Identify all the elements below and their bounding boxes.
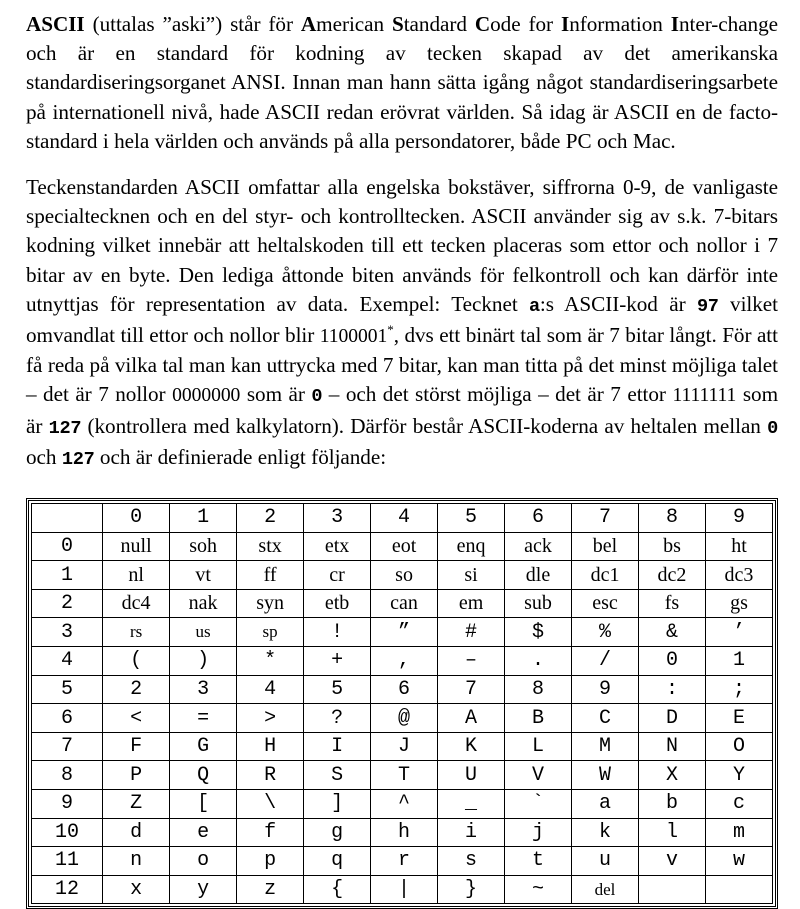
table-cell: sub (505, 589, 572, 618)
table-cell: X (639, 761, 706, 790)
table-cell: V (505, 761, 572, 790)
table-cell: bel (572, 532, 639, 561)
table-cell: w (705, 847, 772, 876)
row-header-1: 1 (32, 561, 103, 590)
word-merican: merican (316, 12, 392, 36)
paragraph-intro (26, 10, 778, 156)
word-ode-for: ode for (490, 12, 561, 36)
table-header (32, 504, 773, 533)
table-cell: v (639, 847, 706, 876)
column-header-4: 4 (371, 504, 438, 533)
table-cell: etx (304, 532, 371, 561)
encoding-text-2: :s ASCII-kod är (539, 291, 697, 316)
table-cell: q (304, 847, 371, 876)
ascii-code-table (31, 503, 773, 904)
table-cell: [ (170, 789, 237, 818)
table-cell: ; (705, 675, 772, 704)
code-127-range: 127 (61, 448, 95, 470)
table-cell: dc4 (103, 589, 170, 618)
row-header-4: 4 (32, 647, 103, 676)
encoding-text-10: och är definierade enligt följande: (94, 444, 387, 469)
initial-i-information: I (560, 12, 570, 36)
row-header-3: 3 (32, 618, 103, 647)
table-cell: ack (505, 532, 572, 561)
table-cell: 0 (639, 647, 706, 676)
table-row (32, 675, 773, 704)
table-cell: K (438, 732, 505, 761)
table-cell: ’ (705, 618, 772, 647)
code-0-min: 0 (311, 386, 323, 408)
table-cell: dle (505, 561, 572, 590)
table-cell: null (103, 532, 170, 561)
table-cell: J (371, 732, 438, 761)
table-cell: G (170, 732, 237, 761)
table-cell: p (237, 847, 304, 876)
table-row (32, 647, 773, 676)
table-corner-cell (32, 504, 103, 533)
table-cell: us (170, 618, 237, 647)
table-cell: M (572, 732, 639, 761)
table-cell: u (572, 847, 639, 876)
table-cell: C (572, 704, 639, 733)
table-cell: so (371, 561, 438, 590)
table-cell: H (237, 732, 304, 761)
table-cell: $ (505, 618, 572, 647)
table-cell: A (438, 704, 505, 733)
table-cell: b (639, 789, 706, 818)
table-cell: dc1 (572, 561, 639, 590)
table-row (32, 761, 773, 790)
table-cell: R (237, 761, 304, 790)
table-cell-empty (705, 875, 772, 904)
table-cell: gs (705, 589, 772, 618)
table-cell: o (170, 847, 237, 876)
word-tandard: tandard (403, 12, 475, 36)
table-cell: F (103, 732, 170, 761)
table-cell: ~ (505, 875, 572, 904)
table-cell: g (304, 818, 371, 847)
binary-1111111: 1111111 (672, 385, 737, 407)
intro-text-1: (uttalas ”aski”) står för (84, 12, 301, 36)
table-cell: @ (371, 704, 438, 733)
paragraph-encoding (26, 173, 778, 474)
table-cell: 5 (304, 675, 371, 704)
table-cell: eot (371, 532, 438, 561)
row-header-8: 8 (32, 761, 103, 790)
table-cell: _ (438, 789, 505, 818)
column-header-1: 1 (170, 504, 237, 533)
table-cell: nl (103, 561, 170, 590)
encoding-text-9: och (26, 444, 62, 469)
column-header-5: 5 (438, 504, 505, 533)
table-cell: k (572, 818, 639, 847)
table-cell: B (505, 704, 572, 733)
table-cell: : (639, 675, 706, 704)
table-cell: si (438, 561, 505, 590)
column-header-3: 3 (304, 504, 371, 533)
row-header-12: 12 (32, 875, 103, 904)
encoding-text-4: , dvs ett binärt tal som är 7 bitar långt. För att få reda på vilka tal man kan uttrycka med 7 bitar, kan man titta på det minst möjliga talet – det är 7 nollor (26, 323, 778, 407)
table-cell: 6 (371, 675, 438, 704)
row-header-2: 2 (32, 589, 103, 618)
table-cell: d (103, 818, 170, 847)
table-cell: , (371, 647, 438, 676)
table-cell: i (438, 818, 505, 847)
encoding-text-6: – och det störst möjliga – det är 7 ettor (322, 382, 673, 407)
table-cell: etb (304, 589, 371, 618)
table-cell: W (572, 761, 639, 790)
row-header-5: 5 (32, 675, 103, 704)
table-cell: I (304, 732, 371, 761)
table-cell: ? (304, 704, 371, 733)
table-cell: ) (170, 647, 237, 676)
encoding-text-3: vilket omvandlat till ettor och nollor blir (26, 291, 778, 348)
table-row (32, 732, 773, 761)
binary-1100001: 1100001 (319, 326, 388, 348)
binary-0000000: 0000000 (172, 385, 241, 407)
table-cell: a (572, 789, 639, 818)
encoding-text-1: Teckenstandarden ASCII omfattar alla engelska bokstäver, siffrorna 0-9, de vanligaste specialtecknen och en del styr- och kontrolltecken. ASCII använder sig av s.k. 7-bitars kodning vilket innebär att heltalskoden till ett tecken placeras som ettor och nollor i 7 bitar av en byte. Den lediga åttonde biten används för felkontroll och kan därför inte utnyttjas för representation av data. Exempel: Tecknet (26, 175, 778, 316)
code-127-max: 127 (48, 417, 82, 439)
table-cell: # (438, 618, 505, 647)
table-cell: dc3 (705, 561, 772, 590)
table-cell: 7 (438, 675, 505, 704)
column-header-9: 9 (705, 504, 772, 533)
table-row (32, 789, 773, 818)
table-cell: fs (639, 589, 706, 618)
table-cell: h (371, 818, 438, 847)
table-cell: N (639, 732, 706, 761)
table-cell: 2 (103, 675, 170, 704)
table-cell: z (237, 875, 304, 904)
table-cell: T (371, 761, 438, 790)
table-cell: ! (304, 618, 371, 647)
table-cell: Z (103, 789, 170, 818)
table-cell: esc (572, 589, 639, 618)
table-cell: Y (705, 761, 772, 790)
initial-c: C (474, 12, 491, 36)
initial-i-interchange: I (670, 12, 679, 36)
table-cell: 8 (505, 675, 572, 704)
column-header-2: 2 (237, 504, 304, 533)
table-cell: bs (639, 532, 706, 561)
table-row (32, 532, 773, 561)
table-cell: rs (103, 618, 170, 647)
table-cell: O (705, 732, 772, 761)
table-cell: x (103, 875, 170, 904)
table-row (32, 847, 773, 876)
table-cell: n (103, 847, 170, 876)
table-header-row (32, 504, 773, 533)
table-cell: em (438, 589, 505, 618)
table-cell: S (304, 761, 371, 790)
encoding-text-7: som är (26, 382, 778, 438)
table-cell: r (371, 847, 438, 876)
table-cell: cr (304, 561, 371, 590)
table-cell: l (639, 818, 706, 847)
table-cell: + (304, 647, 371, 676)
row-header-6: 6 (32, 704, 103, 733)
table-cell: c (705, 789, 772, 818)
table-row (32, 875, 773, 904)
table-cell: s (438, 847, 505, 876)
table-row (32, 589, 773, 618)
table-cell: e (170, 818, 237, 847)
table-cell: 9 (572, 675, 639, 704)
encoding-text-5: som är (240, 382, 312, 407)
table-cell: L (505, 732, 572, 761)
table-cell: . (505, 647, 572, 676)
table-row (32, 561, 773, 590)
table-cell: % (572, 618, 639, 647)
row-header-0: 0 (32, 532, 103, 561)
table-cell: enq (438, 532, 505, 561)
table-cell: nak (170, 589, 237, 618)
row-header-10: 10 (32, 818, 103, 847)
footnote-marker: * (387, 321, 394, 337)
term-ascii: ASCII (26, 12, 85, 36)
table-cell: 3 (170, 675, 237, 704)
initial-a: A (300, 12, 317, 36)
table-cell: } (438, 875, 505, 904)
table-cell: < (103, 704, 170, 733)
ascii-table-container (26, 498, 778, 909)
table-cell: ^ (371, 789, 438, 818)
row-header-9: 9 (32, 789, 103, 818)
table-cell: m (705, 818, 772, 847)
encoding-text-8: (kontrollera med kalkylatorn). Därför består ASCII-koderna av heltalen mellan (81, 413, 768, 438)
table-row (32, 618, 773, 647)
table-cell: E (705, 704, 772, 733)
char-a-example: a (529, 295, 540, 317)
table-cell: ht (705, 532, 772, 561)
table-cell: stx (237, 532, 304, 561)
table-cell: U (438, 761, 505, 790)
code-97: 97 (696, 295, 719, 317)
table-cell: \ (237, 789, 304, 818)
table-cell: | (371, 875, 438, 904)
table-cell: f (237, 818, 304, 847)
table-body (32, 532, 773, 904)
table-cell: – (438, 647, 505, 676)
table-cell: / (572, 647, 639, 676)
table-cell: y (170, 875, 237, 904)
table-cell: * (237, 647, 304, 676)
table-cell: ] (304, 789, 371, 818)
table-cell: = (170, 704, 237, 733)
table-cell: & (639, 618, 706, 647)
column-header-0: 0 (103, 504, 170, 533)
table-row (32, 704, 773, 733)
code-0-range: 0 (767, 417, 778, 439)
table-cell: soh (170, 532, 237, 561)
table-row (32, 818, 773, 847)
intro-text-rest: nter-change och är en standard för kodning av tecken skapad av det amerikanska standardiseringsorganet ANSI. Innan man hann sätta igång något standardiseringsarbete på internationell nivå, hade ASCII redan erövrat världen. Så idag är ASCII en de facto-standard i hela världen och används på alla persondatorer, både PC och Mac. (26, 12, 778, 153)
column-header-8: 8 (639, 504, 706, 533)
row-header-7: 7 (32, 732, 103, 761)
table-cell: 4 (237, 675, 304, 704)
table-cell: syn (237, 589, 304, 618)
table-cell: ff (237, 561, 304, 590)
table-cell: vt (170, 561, 237, 590)
column-header-6: 6 (505, 504, 572, 533)
table-cell: ` (505, 789, 572, 818)
table-cell: can (371, 589, 438, 618)
table-cell: j (505, 818, 572, 847)
row-header-11: 11 (32, 847, 103, 876)
initial-s: S (391, 12, 404, 36)
table-cell: > (237, 704, 304, 733)
table-cell: del (572, 875, 639, 904)
table-cell: { (304, 875, 371, 904)
table-cell: t (505, 847, 572, 876)
table-cell: ” (371, 618, 438, 647)
table-cell: 1 (705, 647, 772, 676)
column-header-7: 7 (572, 504, 639, 533)
table-cell: P (103, 761, 170, 790)
table-cell: Q (170, 761, 237, 790)
table-cell: D (639, 704, 706, 733)
table-cell: sp (237, 618, 304, 647)
word-nformation: nformation (569, 12, 671, 36)
table-cell: ( (103, 647, 170, 676)
table-cell: dc2 (639, 561, 706, 590)
table-cell-empty (639, 875, 706, 904)
